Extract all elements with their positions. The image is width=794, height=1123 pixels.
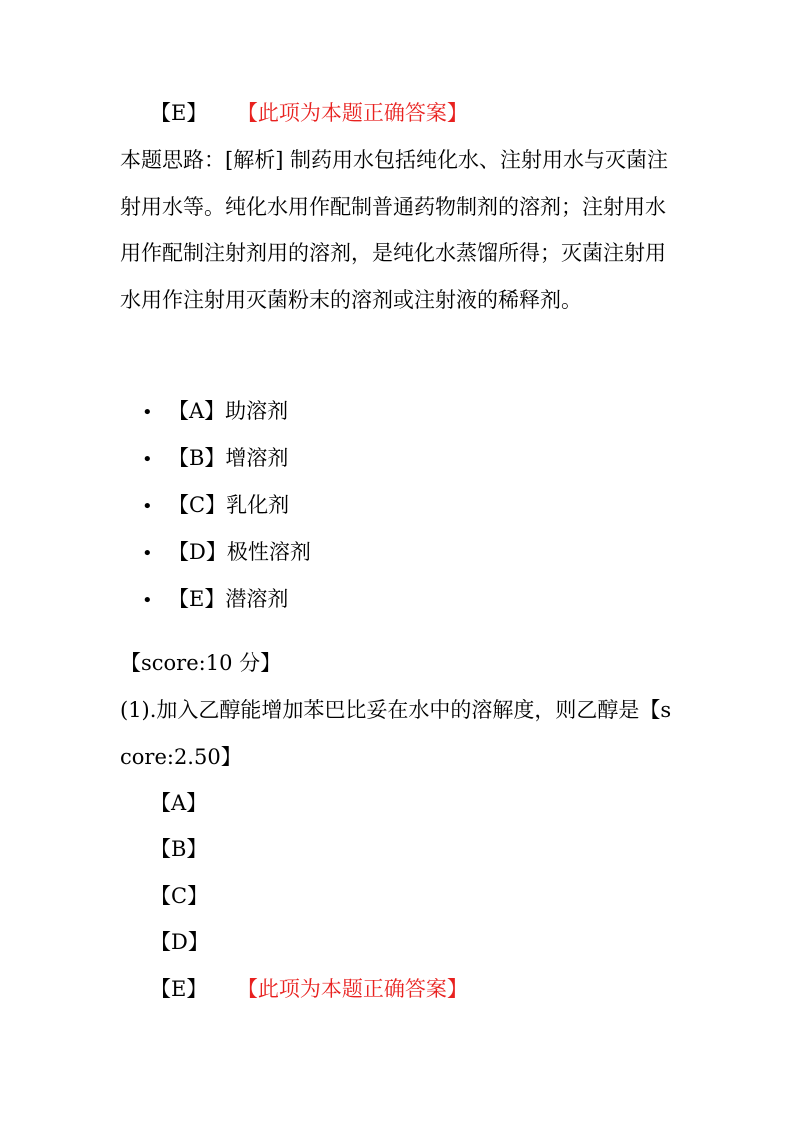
option-item <box>142 584 288 614</box>
bullet-icon: • <box>142 543 153 564</box>
bullet-icon: • <box>142 590 153 611</box>
option-item <box>142 443 288 473</box>
option-label: 【A】助溶剂 <box>168 399 289 423</box>
explanation-paragraph: 本题思路：[解析] 制药用水包括纯化水、注射用水与灭菌注射用水等。纯化水用作配制普通药物制剂的溶剂；注射用水用作配制注射剂用的溶剂，是纯化水蒸馏所得；灭菌注射用水用作注射用灭菌粉末的溶剂或注射液的稀释剂。 <box>120 148 669 312</box>
option-label: 【E】潜溶剂 <box>168 587 289 611</box>
answer-row-b: 【B】 <box>150 837 208 861</box>
section-score: 【score:10 分】 <box>120 651 282 675</box>
option-item <box>142 396 288 426</box>
option-label: 【C】乳化剂 <box>168 493 290 517</box>
answer-row-a: 【A】 <box>150 791 208 815</box>
correct-answer-note: 【此项为本题正确答案】 <box>247 977 468 1001</box>
option-item <box>142 537 311 567</box>
answer-row-e-top <box>150 98 468 128</box>
answer-row-e-bottom <box>150 974 468 1004</box>
answer-letter: 【E】 <box>150 977 208 1001</box>
option-label: 【D】极性溶剂 <box>168 540 311 564</box>
bullet-icon: • <box>142 402 153 423</box>
option-label: 【B】增溶剂 <box>168 446 289 470</box>
bullet-icon: • <box>142 449 153 470</box>
question-text: (1).加入乙醇能增加苯巴比妥在水中的溶解度，则乙醇是【score:2.50】 <box>120 698 672 769</box>
answer-row-c: 【C】 <box>150 884 209 908</box>
correct-answer-note: 【此项为本题正确答案】 <box>247 101 468 125</box>
bullet-icon: • <box>142 496 153 517</box>
option-item <box>142 490 289 520</box>
answer-letter: 【E】 <box>150 101 208 125</box>
answer-row-d: 【D】 <box>150 930 209 954</box>
